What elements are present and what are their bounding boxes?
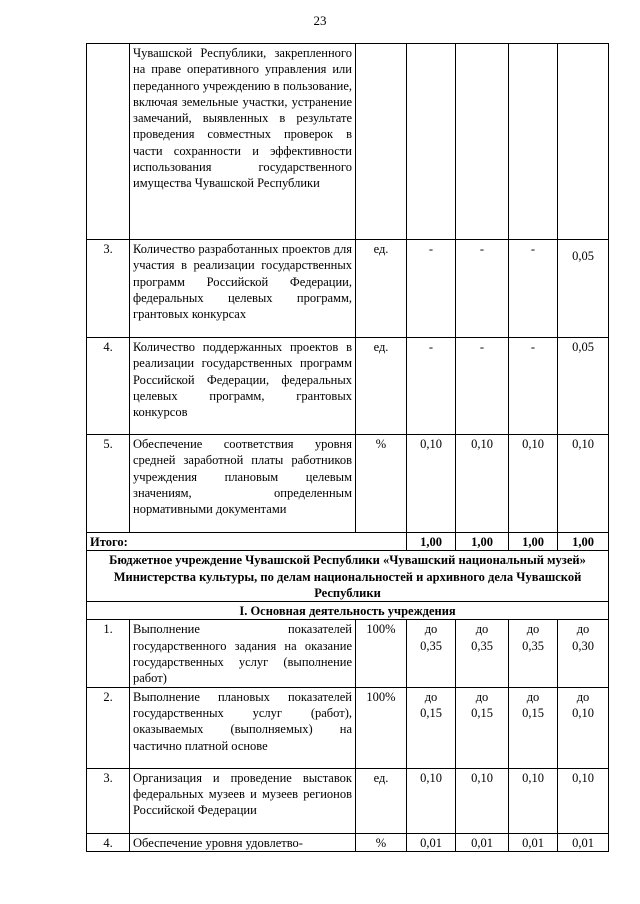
page-number: 23	[313, 13, 327, 28]
indicator-text: Организация и проведение выставок федеральных музеев и музеев регионов Российской Федерации	[130, 768, 356, 833]
value-prefix: до	[576, 622, 590, 637]
row-number: 4.	[87, 833, 130, 851]
value-cell: -	[509, 338, 558, 435]
row-number: 5.	[87, 435, 130, 533]
total-value: 1,00	[407, 533, 456, 551]
indicator-text: Обеспечение уровня удовлетво-	[130, 833, 356, 851]
value-prefix: до	[576, 689, 590, 704]
value-cell: 0,01	[407, 833, 456, 851]
table-row	[87, 435, 609, 533]
value-prefix: до	[475, 622, 489, 637]
table-row	[87, 833, 609, 851]
value-prefix: до	[424, 689, 438, 704]
unit-cell: ед.	[356, 768, 407, 833]
indicator-text: Количество поддержанных проектов в реализации государственных программ Российской Федерации, федеральных целевых программ, грантовых конкурсов	[130, 338, 356, 435]
unit-cell	[356, 44, 407, 240]
value-cell: 0,01	[456, 833, 509, 851]
indicator-text: Обеспечение соответствия уровня средней заработной платы работников учреждения плановым целевым значениям, определенным нормативными документами	[130, 435, 356, 533]
value-cell: -	[407, 240, 456, 338]
indicator-text: Чувашской Республики, закрепленного на праве оперативного управления или переданного учреждению в пользование, включая земельные участки, устранение замечаний, выявленных в результате проведения совместных проверок в части сохранности и эффективности использования государственного имущества Чувашской Республики	[130, 44, 356, 240]
value-cell	[558, 620, 609, 687]
section-heading-row	[87, 602, 609, 620]
value-cell: 0,10	[407, 435, 456, 533]
total-value: 1,00	[456, 533, 509, 551]
table-row	[87, 620, 609, 687]
value-cell: 0,10	[558, 768, 609, 833]
value-cell: 0,05	[558, 338, 609, 435]
unit-cell: ед.	[356, 240, 407, 338]
row-number: 1.	[87, 620, 130, 687]
value-cell: 0,10	[509, 768, 558, 833]
table-row	[87, 240, 609, 338]
value-cell: 0,10	[456, 435, 509, 533]
value-cell: -	[456, 338, 509, 435]
value-cell: 0,10	[407, 768, 456, 833]
value-cell: -	[456, 240, 509, 338]
row-number	[87, 44, 130, 240]
value-number: 0,15	[420, 705, 442, 720]
value-number: 0,15	[471, 705, 493, 720]
value-cell: 0,10	[558, 435, 609, 533]
value-prefix: до	[526, 622, 540, 637]
total-row	[87, 533, 609, 551]
value-prefix: до	[475, 689, 489, 704]
section-heading: I. Основная деятельность учреждения	[87, 602, 609, 620]
table-row	[87, 768, 609, 833]
total-label: Итого:	[87, 533, 407, 551]
value-cell	[558, 687, 609, 768]
unit-cell: %	[356, 833, 407, 851]
value-cell: 0,10	[509, 435, 558, 533]
value-cell	[509, 687, 558, 768]
total-value: 1,00	[558, 533, 609, 551]
value-cell	[407, 687, 456, 768]
value-cell	[509, 620, 558, 687]
unit-cell: ед.	[356, 338, 407, 435]
table-row	[87, 338, 609, 435]
value-number: 0,35	[471, 638, 493, 653]
unit-cell: 100%	[356, 620, 407, 687]
value-number: 0,35	[522, 638, 544, 653]
indicator-text: Количество разработанных проектов для участия в реализации государственных программ Российской Федерации, федеральных целевых программ, грантовых конкурсах	[130, 240, 356, 338]
value-prefix: до	[424, 622, 438, 637]
value-cell	[407, 620, 456, 687]
value-cell: -	[509, 240, 558, 338]
value-prefix: до	[526, 689, 540, 704]
value-number: 0,15	[522, 705, 544, 720]
value-cell: -	[407, 338, 456, 435]
value-cell: 0,10	[456, 768, 509, 833]
row-number: 3.	[87, 768, 130, 833]
value-number: 0,30	[572, 638, 594, 653]
institution-heading: Бюджетное учреждение Чувашской Республики «Чувашский национальный музей» Министерства культуры, по делам национальностей и архивного дела Чувашской Республики	[87, 551, 609, 602]
unit-cell: 100%	[356, 687, 407, 768]
value-cell	[407, 44, 456, 240]
institution-heading-row	[87, 551, 609, 602]
value-cell	[509, 44, 558, 240]
table-row	[87, 687, 609, 768]
total-value: 1,00	[509, 533, 558, 551]
row-number: 2.	[87, 687, 130, 768]
value-cell: 0,01	[558, 833, 609, 851]
indicators-table	[86, 43, 609, 852]
indicator-text: Выполнение плановых показателей государственных услуг (работ), оказываемых (выполняемых) на частично платной основе	[130, 687, 356, 768]
unit-cell: %	[356, 435, 407, 533]
row-number: 3.	[87, 240, 130, 338]
value-number: 0,10	[572, 705, 594, 720]
value-cell	[456, 620, 509, 687]
indicator-text: Выполнение показателей государственного задания на оказание государственных услуг (выполнение работ)	[130, 620, 356, 687]
value-number: 0,35	[420, 638, 442, 653]
value-cell	[456, 44, 509, 240]
row-number: 4.	[87, 338, 130, 435]
table-row	[87, 44, 609, 240]
value-cell	[558, 44, 609, 240]
value-cell: 0,05	[558, 240, 609, 338]
value-cell: 0,01	[509, 833, 558, 851]
value-cell	[456, 687, 509, 768]
